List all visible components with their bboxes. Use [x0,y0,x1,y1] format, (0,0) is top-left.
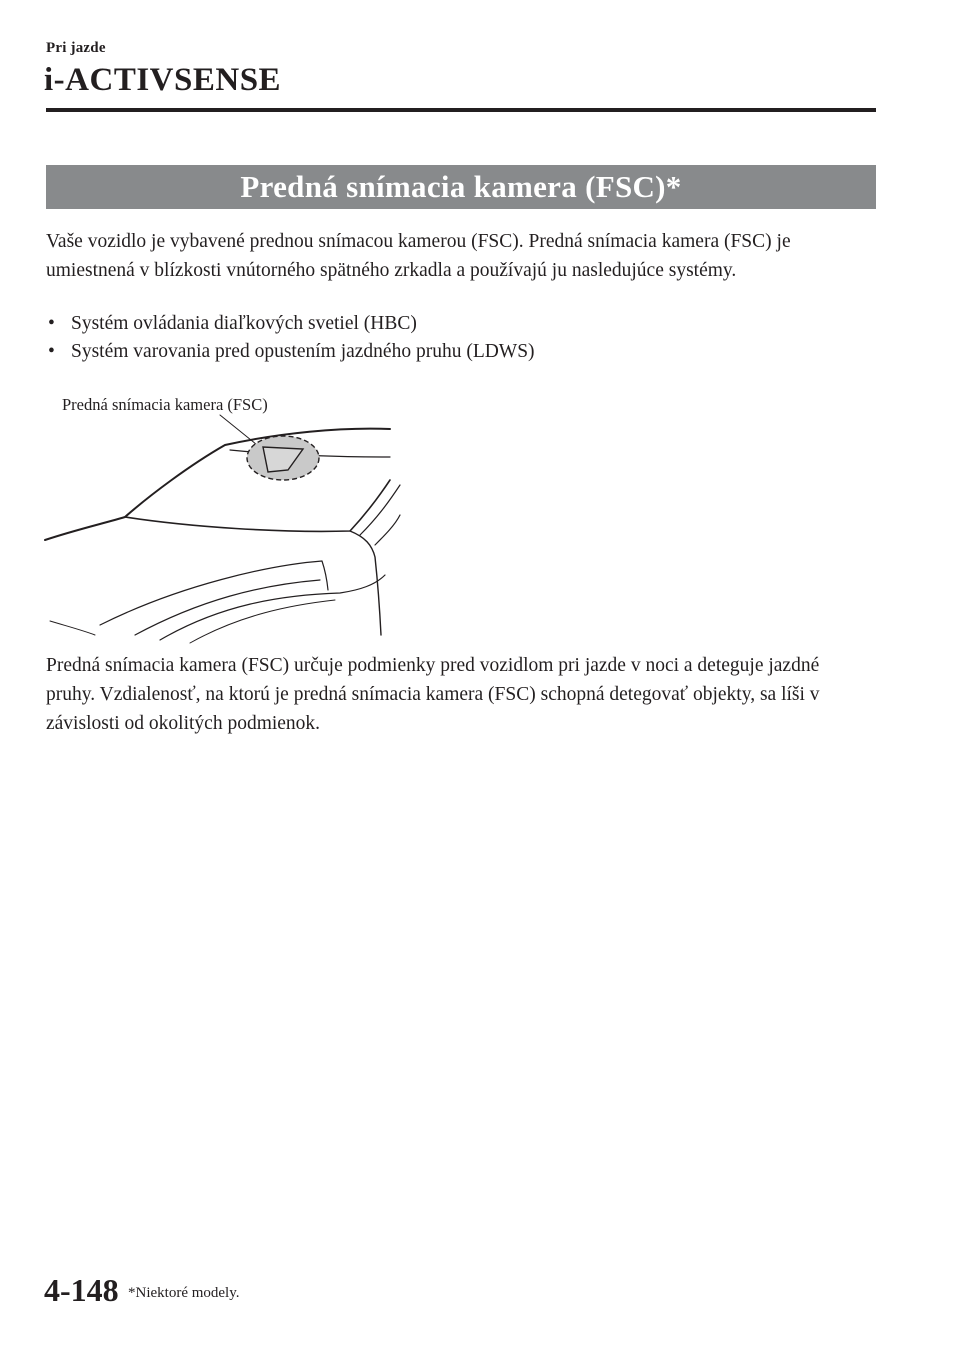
header-divider [46,108,876,112]
bullet-icon: • [48,341,55,362]
system-list [46,310,535,366]
list-item-text: Systém ovládania diaľkových svetiel (HBC) [71,313,417,334]
explanation-paragraph: Predná snímacia kamera (FSC) určuje podmienky pred vozidlom pri jazde v noci a deteguje jazdné pruhy. Vzdialenosť, na ktorú je predná snímacia kamera (FSC) schopná detegovať objekty, sa líši v závislosti od okolitých podmienok. [46,655,820,734]
section-label: Pri jazde [46,40,106,56]
footnote: *Niektoré modely. [128,1285,240,1301]
list-item [46,310,535,338]
list-item-text: Systém varovania pred opustením jazdného pruhu (LDWS) [71,341,535,362]
bullet-icon: • [48,313,55,334]
intro-paragraph: Vaše vozidlo je vybavené prednou snímacou kamerou (FSC). Predná snímacia kamera (FSC) je umiestnená v blízkosti vnútorného spätného zrkadla a používajú ju nasledujúce systémy. [46,231,791,281]
section-title: Predná snímacia kamera (FSC)* [240,169,682,204]
section-title-band [46,165,876,209]
windshield-camera-illustration [40,385,410,645]
list-item [46,338,535,366]
figure-caption: Predná snímacia kamera (FSC) [62,395,268,414]
chapter-title: i-ACTIVSENSE [44,62,282,98]
page-number: 4-148 [44,1272,119,1308]
